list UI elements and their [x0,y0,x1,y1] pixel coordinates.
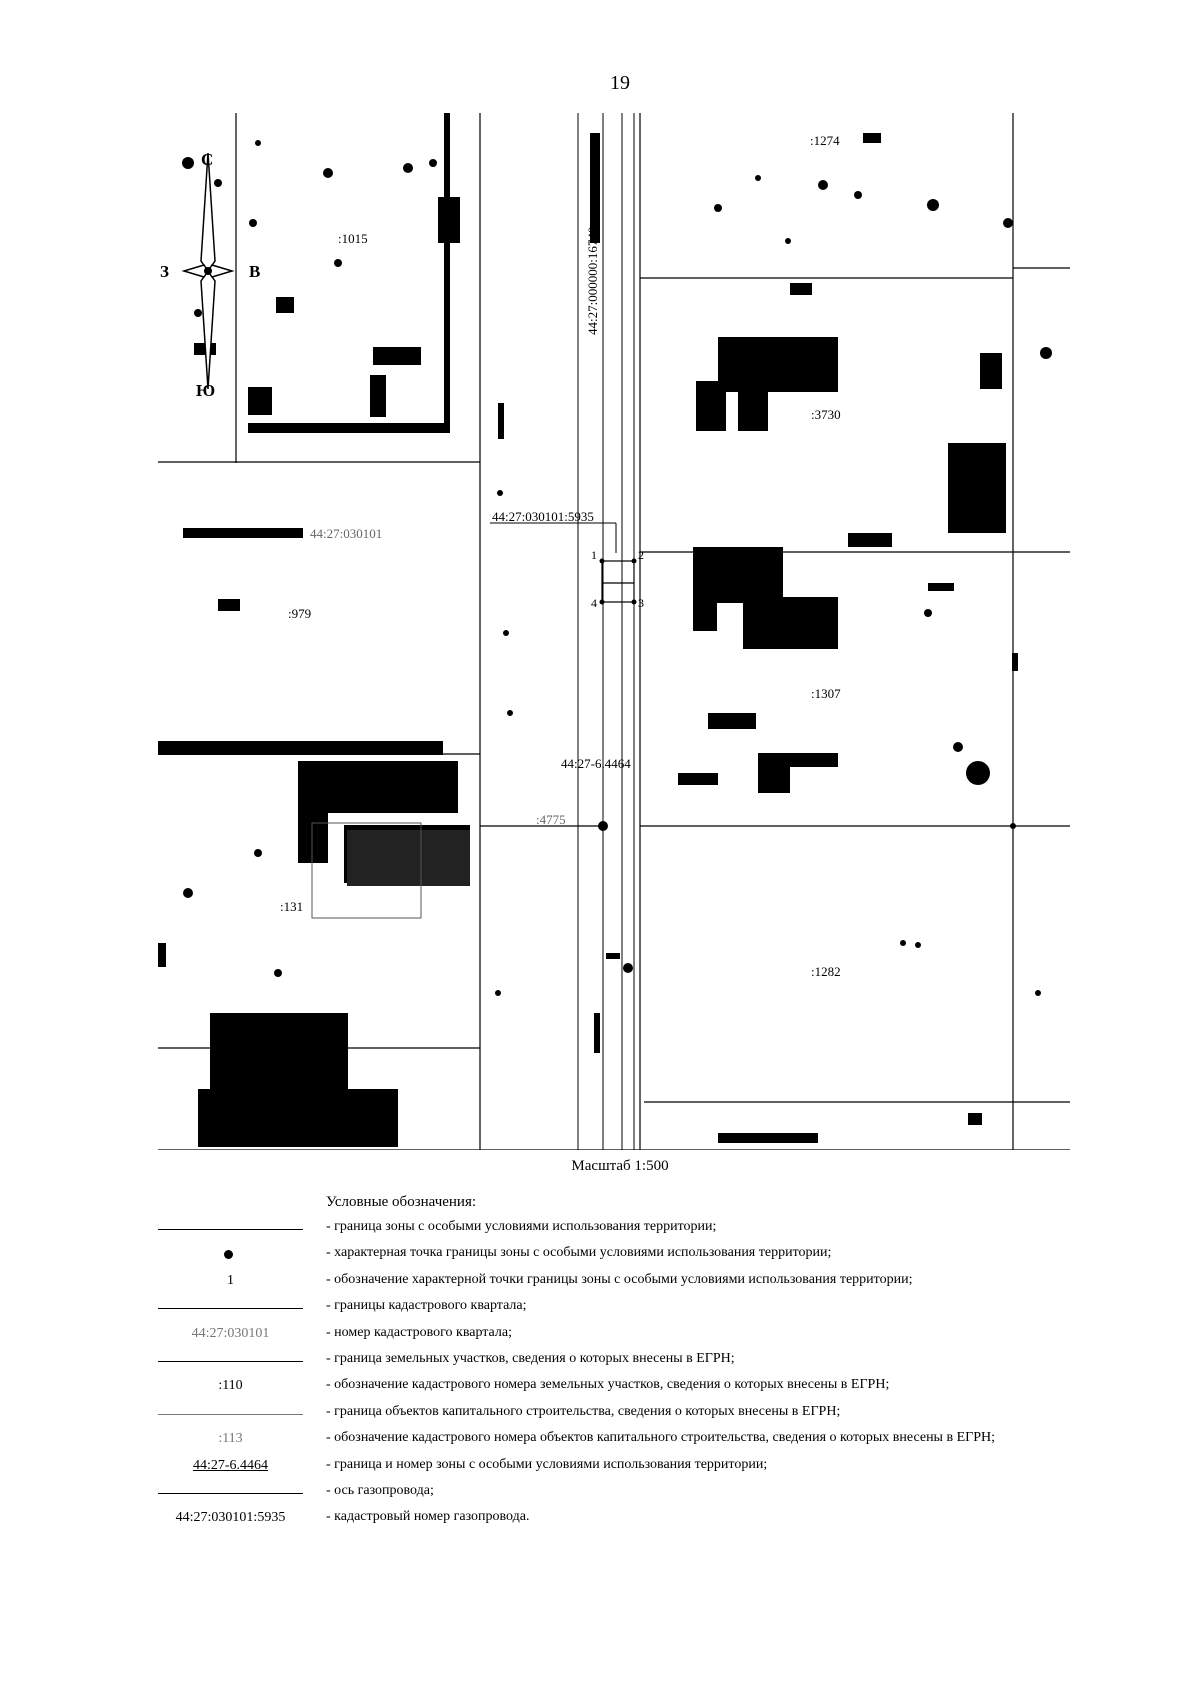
parcel-label-1282: :1282 [811,964,841,979]
legend-row [158,1322,1098,1348]
legend-symbol-text: 44:27:030101 [191,1325,270,1341]
point-1-marker [600,559,605,564]
building-shape [248,423,448,433]
legend-symbol [158,1374,303,1400]
point-4-marker [600,600,605,605]
tree-line [594,1013,600,1053]
cadastral-map [158,113,1070,1150]
building-shape [968,1113,982,1125]
tree [623,963,633,973]
legend-symbol-text: 44:27:030101:5935 [175,1510,286,1526]
building-shape [183,528,303,538]
legend-text: - номер кадастрового квартала; [326,1324,512,1340]
legend-text: - граница зоны с особыми условиями использования территории; [326,1219,717,1234]
legend [158,1216,1098,1533]
tree [323,168,333,178]
legend-row [158,1427,1098,1453]
tree [818,180,828,190]
building-shape [738,381,768,431]
tree [854,191,862,199]
zone-label: 44:27-6.4464 [561,756,631,771]
legend-row [158,1506,1098,1532]
tree [497,490,503,496]
tree [255,140,261,146]
tree [182,157,194,169]
legend-symbol-text: 1 [227,1272,234,1288]
legend-symbol [158,1454,303,1480]
building-shape [158,943,166,967]
legend-row [158,1242,1098,1268]
tree [249,219,257,227]
point-2-label: 2 [638,548,644,562]
legend-text: - обозначение кадастрового номера земельных участков, сведения о которых внесены в ЕГРН; [326,1377,890,1393]
tree [403,163,413,173]
building-shape [696,381,726,431]
building-shape [347,830,470,886]
tree [900,940,906,946]
building-shape [758,753,838,767]
legend-symbol [158,1427,303,1453]
tree [183,888,193,898]
legend-symbol [158,1295,303,1321]
parcel-label-979: :979 [288,606,312,621]
building-shape [718,337,838,392]
legend-row [158,1216,1098,1242]
building-shape [708,713,756,729]
tree-line [498,403,504,439]
legend-symbol-text: :113 [218,1431,243,1447]
tree [953,742,963,752]
parcel-label-131: :131 [280,899,304,914]
legend-symbol [158,1480,303,1506]
legend-row [158,1401,1098,1427]
pipeline-node [598,821,608,831]
parcel-label-1015: :1015 [338,231,368,246]
legend-symbol [158,1401,303,1427]
building-shape [693,603,717,631]
tree [429,159,437,167]
legend-title: Условные обозначения: [326,1194,477,1210]
building-shape [606,953,620,959]
scale-label: Масштаб 1:500 [571,1158,669,1174]
tree [503,630,509,636]
tree [785,238,791,244]
legend-symbol [158,1242,303,1268]
boundary-node [1010,823,1016,829]
building-shape [848,533,892,547]
building-shape [370,375,386,417]
tree [1003,218,1013,228]
tree [1040,347,1052,359]
legend-text: - кадастровый номер газопровода. [326,1509,530,1525]
legend-symbol [158,1269,303,1295]
building-shape [743,597,838,649]
building-shape [718,1133,818,1143]
pipeline-axis-line-icon [158,1493,303,1494]
legend-row [158,1374,1098,1400]
building-shape [863,133,881,143]
compass-north-label: С [201,150,214,169]
tree [214,179,222,187]
point-4-label: 4 [591,596,597,610]
point-dot-icon [224,1250,233,1259]
point-1-label: 1 [591,548,597,562]
tree [507,710,513,716]
legend-symbol [158,1506,303,1532]
legend-text: - ось газопровода; [326,1482,434,1498]
legend-text: - характерная точка границы зоны с особыми условиями использования территории; [326,1245,832,1261]
legend-symbol-text: :110 [218,1378,243,1394]
building-shape [678,773,718,785]
building-shape [298,813,328,863]
building-shape [790,283,812,295]
building-shape [210,1013,348,1089]
tree-line [444,113,450,433]
tree [194,309,202,317]
legend-row [158,1454,1098,1480]
tree [274,969,282,977]
building-shape [198,1089,398,1147]
compass-south-label: Ю [196,381,216,400]
building-shape [218,599,240,611]
legend-row [158,1269,1098,1295]
legend-text: - обозначение характерной точки границы зоны с особыми условиями использования территории; [326,1271,913,1287]
tree [924,609,932,617]
building-shape [928,583,954,591]
compass-east-label: В [249,262,261,281]
tree [495,990,501,996]
legend-symbol [158,1322,303,1348]
capital-object-boundary-line-icon [158,1414,303,1415]
tree [966,761,990,785]
parcel-label-3730: :3730 [811,407,841,422]
legend-text: - граница земельных участков, сведения о которых внесены в ЕГРН; [326,1350,735,1366]
tree [755,175,761,181]
legend-text: - границы кадастрового квартала; [326,1298,527,1314]
tree [254,849,262,857]
point-3-label: 3 [638,596,644,610]
legend-text: - граница объектов капитального строительства, сведения о которых внесены в ЕГРН; [326,1403,841,1419]
point-2-marker [632,559,637,564]
legend-row [158,1295,1098,1321]
tree [915,942,921,948]
tree [927,199,939,211]
building-shape [693,547,783,603]
point-3-marker [632,600,637,605]
building-shape [276,297,294,313]
legend-text: - обозначение кадастрового номера объектов капитального строительства, сведения о которых внесены в ЕГРН; [326,1430,996,1446]
legend-symbol [158,1216,303,1242]
building-shape [948,443,1006,533]
tree [334,259,342,267]
tree-line [590,133,600,243]
legend-text: - граница и номер зоны с особыми условиями использования территории; [326,1456,768,1472]
zone-boundary-line-icon [158,1229,303,1230]
vertical-cadastral-label: 44:27:000000:16740 [585,226,600,335]
parcel-boundary-line-icon [158,1361,303,1362]
legend-row [158,1348,1098,1374]
building-shape [373,347,421,365]
legend-symbol [158,1348,303,1374]
legend-symbol-text: 44:27-6.4464 [192,1457,269,1473]
building-shape [248,387,272,415]
compass-west-label: З [160,262,169,281]
building-shape [158,741,443,755]
quarter-boundary-line-icon [158,1308,303,1309]
parcel-label-1307: :1307 [811,686,841,701]
cadastral-quarter-label: 44:27:030101 [310,526,383,541]
building-shape [298,761,458,813]
tree [1035,990,1041,996]
gas-pipeline-label: 44:27:030101:5935 [492,509,594,524]
legend-row [158,1480,1098,1506]
building-label: :4775 [536,812,566,827]
tree [714,204,722,212]
parcel-label-1274: :1274 [810,133,840,148]
building-shape [980,353,1002,389]
page-number: 19 [610,72,630,94]
